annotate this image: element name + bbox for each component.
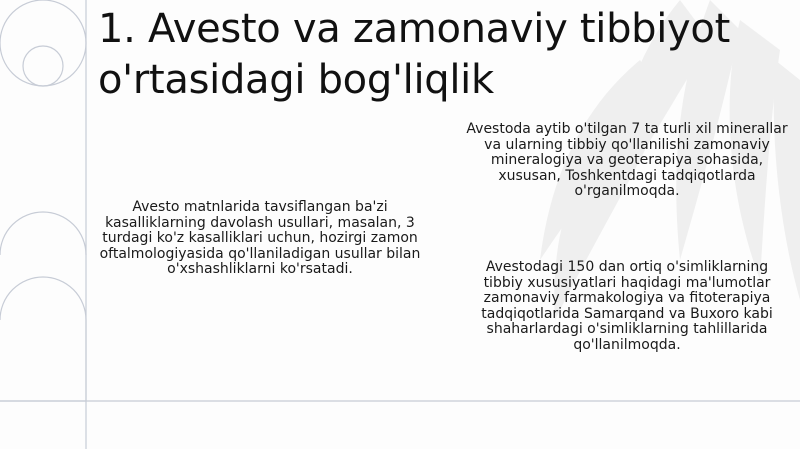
right-paragraph-minerals: Avestoda aytib o'tilgan 7 ta turli xil minerallar va ularning tibbiy qo'llanilishi zamonaviy mineralogiya va geoterapiya sohasida, xususan, Toshkentdagi tadqiqotlarda o'rganilmoqda. bbox=[466, 121, 788, 199]
right-paragraph-plants: Avestodagi 150 dan ortiq o'simliklarning tibbiy xususiyatlari haqidagi ma'lumotlar zamonaviy farmakologiya va fitoterapiya tadqiqotlarida Samarqand va Buxoro kabi shaharlardagi o'simliklarning tahlillarida qo'llanilmoqda. bbox=[481, 259, 773, 353]
left-paragraph: Avesto matnlarida tavsiflangan ba'zi kasalliklarning davolash usullari, masalan, 3 turdagi ko'z kasalliklari uchun, hozirgi zamon oftalmologiyasida qo'llaniladigan usullar bilan o'xshashliklarni ko'rsatadi. bbox=[99, 199, 421, 277]
slide-title: 1. Avesto va zamonaviy tibbiyot o'rtasidagi bog'liqlik bbox=[98, 6, 730, 103]
